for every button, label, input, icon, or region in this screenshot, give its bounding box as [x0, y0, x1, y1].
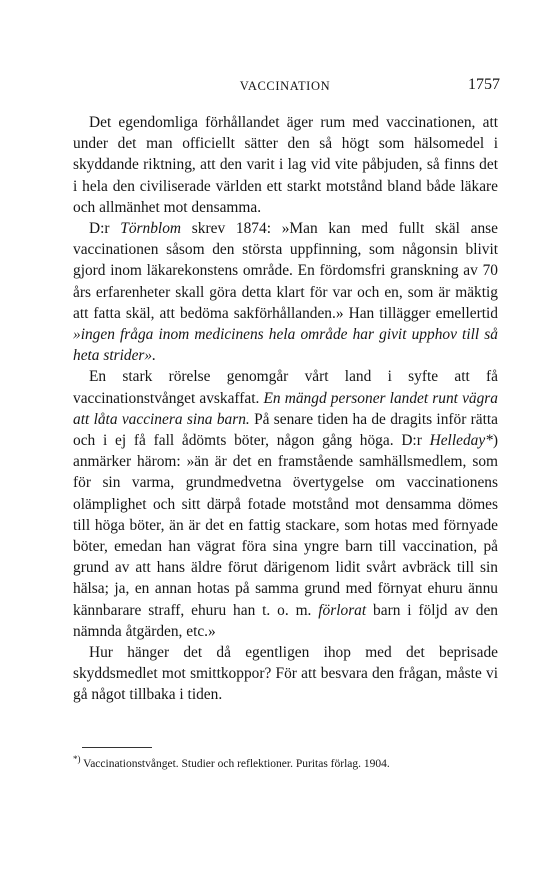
paragraph-2 — [73, 218, 498, 366]
paragraph-1 — [73, 112, 498, 218]
paragraph-3-text-d: barn i följd av den nämnda åtgärden, etc.» — [73, 601, 498, 640]
paragraph-2-text-b: skrev 1874: »Man kan med fullt skäl anse vaccinationen såsom den största uppfinning, som någonsin blivit gjord inom läkarekonstens område. En fördomsfri granskning av 70 års erfarenheter skall göra detta klart för var och en, som är mäktig att fatta skäl, att bedöma sakförhållanden.» Han tillägger emellertid — [73, 220, 498, 322]
body-text — [73, 112, 498, 706]
footnote-text: Vaccinationstvånget. Studier och reflektioner. Puritas förlag. 1904. — [80, 757, 390, 770]
page-header — [70, 76, 500, 98]
footnote — [73, 752, 495, 772]
paragraph-3-emphasis: En mängd personer landet runt vägra att låta vaccinera sina barn. — [73, 389, 498, 428]
running-title: VACCINATION — [239, 79, 331, 93]
author-name-tornblom: Törnblom — [120, 220, 182, 238]
paragraph-3-text-c: ) anmärker härom: »än är det en framstående samhällsmedlem, som för sin varma, grundmedvetna övertygelse om vaccinationens olämplighet och sitt därpå fotade motstånd mot densamma dömes till höga böter, än är det en fattig stackare, som hotas med förnyade böter, emedan han vägrat föra sina yngre barn till vaccination, på grund av att hans äldre förut därigenom lidit svårt avbräck till sin hälsa; ja, en annan hotas på samma grund med förnyat ehuru ännu kännbarare straff, ehuru han t. o. m. — [73, 432, 498, 619]
paragraph-2-emphasis: »ingen fråga inom medicinens hela område har givit upphov till så heta strider». — [73, 326, 498, 365]
paragraph-2-text-a: D:r — [89, 220, 121, 238]
paragraph-3-text-a: En stark rörelse genomgår vårt land i syfte att få vaccinationstvånget avskaffat. — [73, 368, 498, 407]
paragraph-4-text: Hur hänger det då egentligen ihop med det beprisade skyddsmedlet mot smittkoppor? För att besvara den frågan, måste vi gå något tillbaka i tiden. — [73, 644, 498, 704]
author-name-helleday: Helleday* — [429, 432, 493, 450]
paragraph-3 — [73, 366, 498, 642]
paragraph-3-emphasis-2: förlorat — [318, 601, 367, 619]
page-number: 1757 — [468, 76, 500, 93]
paragraph-4 — [73, 642, 498, 706]
paragraph-3-text-b: På senare tiden ha de dragits inför rätta och i ej få fall ådömts böter, någon gång höga. D:r — [73, 410, 498, 450]
footnote-divider — [82, 747, 152, 748]
paragraph-1-text: Det egendomliga förhållandet äger rum med vaccinationen, att under det man officiellt sätter den så högt som hälsomedel i skyddande riktning, att den varit i lag vid vite påbjuden, så finns det i hela den civiliserade världen ett starkt motstånd bland både läkare och allmänhet mot densamma. — [73, 114, 498, 216]
footnote-mark: *) — [73, 754, 81, 764]
